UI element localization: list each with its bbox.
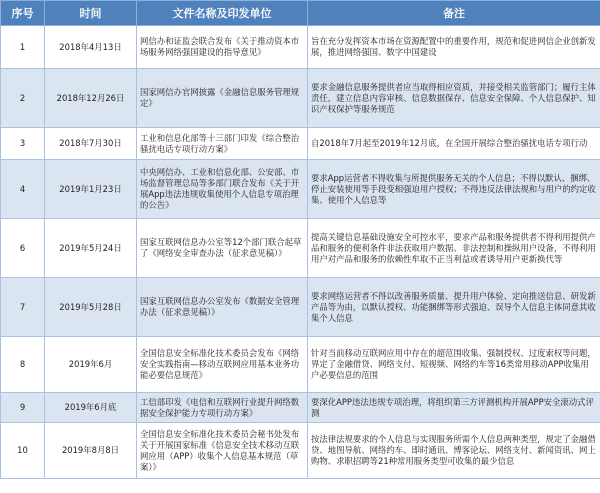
table-row	[1, 393, 600, 423]
row-date: 2018年7月30日	[45, 128, 137, 160]
row-date: 2019年6月底	[45, 393, 137, 423]
row-document: 网信办和证监会联合发布《关于推动资本市场服务网络强国建设的指导意见》	[137, 26, 308, 69]
table-row	[1, 219, 600, 278]
row-note: 要深化APP违法违规专项治理，将组织第三方评测机构开展APP安全滚动式评测	[308, 393, 600, 423]
row-document: 国家互联网信息办公室等12个部门联合起草了《网络安全审查办法（征求意见稿）》	[137, 219, 308, 278]
row-date: 2018年12月26日	[45, 69, 137, 128]
header-note: 备注	[308, 1, 600, 26]
row-date: 2019年5月24日	[45, 219, 137, 278]
table-row	[1, 26, 600, 69]
row-note: 要求金融信息服务提供者应当取得相应资质，并接受相关监管部门；履行主体责任，建立信息内容审核、信息数据保存、信息安全保障、个人信息保护、知识产权保护等服务规范	[308, 69, 600, 128]
row-document: 工信部印发《电信和互联网行业提升网络数据安全保护能力专项行动方案》	[137, 393, 308, 423]
row-number: 1	[1, 26, 45, 69]
table-row	[1, 128, 600, 160]
header-row	[1, 1, 600, 26]
table-row	[1, 423, 600, 479]
table-row	[1, 337, 600, 393]
row-date: 2019年6月	[45, 337, 137, 393]
row-document: 全国信息安全标准化技术委员会秘书处发布关于开展国家标准《信息安全技术移动互联网应用（APP）收集个人信息基本规范（草案）》	[137, 423, 308, 479]
row-note: 旨在充分发挥资本市场在资源配置中的重要作用，规范和促进网信企业创新发展，推进网络强国、数字中国建设	[308, 26, 600, 69]
row-date: 2019年8月8日	[45, 423, 137, 479]
row-document: 中央网信办、工业和信息化部、公安部、市场监督管理总局等多部门联合发布《关于开展App违法违规收集使用个人信息专项治理的公告》	[137, 160, 308, 219]
row-number: 10	[1, 423, 45, 479]
header-no: 序号	[1, 1, 45, 26]
row-date: 2019年1月23日	[45, 160, 137, 219]
row-note: 针对当前移动互联网应用中存在的超范围收集、强制授权、过度索权等问题，界定了金融借贷、网络支付、短视频、网络约车等16类常用移动APP收集用户必要信息的范围	[308, 337, 600, 393]
row-note: 要求App运营者不得收集与所提供服务无关的个人信息；不得以默认、捆绑、停止安装使用等手段变相强迫用户授权；不得违反法律法规和与用户的约定收集、使用个人信息等	[308, 160, 600, 219]
row-note: 要求网络运营者不得以改善服务质量、提升用户体验、定向推送信息、研发新产品等为由，以默认授权、功能捆绑等形式强迫、误导个人信息主体同意其收集个人信息	[308, 278, 600, 337]
row-number: 7	[1, 278, 45, 337]
header-date: 时间	[45, 1, 137, 26]
row-number: 3	[1, 128, 45, 160]
row-number: 2	[1, 69, 45, 128]
row-document: 工业和信息化部等十三部门印发《综合整治骚扰电话专项行动方案》	[137, 128, 308, 160]
row-date: 2019年5月28日	[45, 278, 137, 337]
row-note: 按法律法规要求的个人信息与实现服务所需个人信息两种类型，规定了金融借贷、地图导航、网络约车、即时通讯、博客论坛、网络支付、新闻资讯、网上购物、求职招聘等21种常用服务类型可收集的最少信息	[308, 423, 600, 479]
row-number: 4	[1, 160, 45, 219]
row-date: 2018年4月13日	[45, 26, 137, 69]
row-number: 9	[1, 393, 45, 423]
row-note: 提高关键信息基础设施安全可控水平，要求产品和服务提供者不得利用提供产品和服务的便利条件非法获取用户数据、非法控制和操纵用户设备，不得利用用户对产品和服务的依赖性牟取不正当利益或者诱导用户更新换代等	[308, 219, 600, 278]
table-row	[1, 69, 600, 128]
row-note: 自2018年7月起至2019年12月底，在全国开展综合整治骚扰电话专项行动	[308, 128, 600, 160]
header-doc: 文件名称及印发单位	[137, 1, 308, 26]
row-document: 国家互联网信息办公室发布《数据安全管理办法（征求意见稿）》	[137, 278, 308, 337]
row-number: 6	[1, 219, 45, 278]
row-document: 国家网信办官网披露《金融信息服务管理规定》	[137, 69, 308, 128]
row-document: 全国信息安全标准化技术委员会发布《网络安全实践指南—移动互联网应用基本业务功能必要信息规范》	[137, 337, 308, 393]
table-row	[1, 160, 600, 219]
table-row	[1, 278, 600, 337]
row-number: 8	[1, 337, 45, 393]
